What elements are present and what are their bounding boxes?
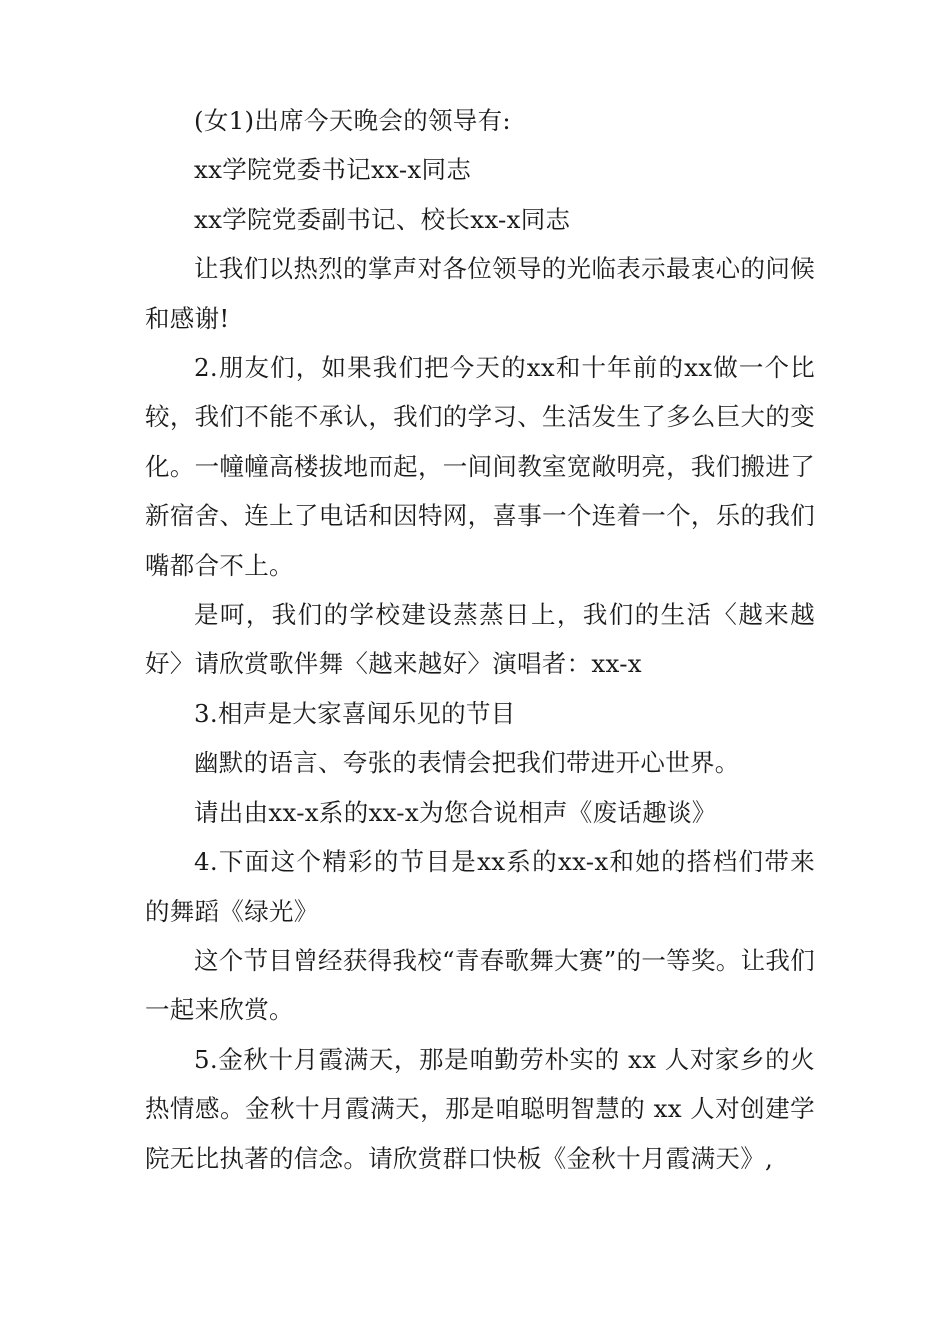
paragraph-deputy-secretary: xx学院党委副书记、校长xx-x同志 bbox=[194, 204, 571, 234]
paragraph-crosstalk: 请出由xx-x系的xx-x为您合说相声《废话趣谈》 bbox=[194, 797, 717, 827]
paragraph-party-secretary: xx学院党委书记xx-x同志 bbox=[194, 155, 472, 185]
paragraph-song-dance: 是呵，我们的学校建设蒸蒸日上，我们的生活〈越来越好〉请欣赏歌伴舞〈越来越好〉演唱者：xx-x bbox=[145, 600, 815, 679]
paragraph-item-2: 2.朋友们，如果我们把今天的xx和十年前的xx做一个比较，我们不能不承认，我们的学习、生活发生了多么巨大的变化。一幢幢高楼拔地而起，一间间教室宽敞明亮，我们搬进了新宿舍、连上了电话和因特网，喜事一个连着一个，乐的我们嘴都合不上。 bbox=[145, 353, 815, 580]
paragraph-leaders-intro: (女1)出席今天晚会的领导有: bbox=[194, 106, 511, 135]
paragraph-item-5: 5.金秋十月霞满天，那是咱勤劳朴实的 xx 人对家乡的火热情感。金秋十月霞满天，那是咱聪明智慧的 xx 人对创建学院无比执著的信念。请欣赏群口快板《金秋十月霞满天》, bbox=[145, 1044, 815, 1173]
paragraph-applause: 让我们以热烈的掌声对各位领导的光临表示最衷心的问候和感谢! bbox=[145, 254, 815, 333]
paragraph-award: 这个节目曾经获得我校“青春歌舞大赛”的一等奖。让我们一起来欣赏。 bbox=[145, 945, 815, 1025]
paragraph-humor: 幽默的语言、夸张的表情会把我们带进开心世界。 bbox=[194, 748, 740, 778]
body-text bbox=[145, 96, 815, 1183]
paragraph-item-3: 3.相声是大家喜闻乐见的节目 bbox=[194, 698, 516, 728]
paragraph-item-4: 4.下面这个精彩的节目是xx系的xx-x和她的搭档们带来的舞蹈《绿光》 bbox=[145, 847, 815, 926]
